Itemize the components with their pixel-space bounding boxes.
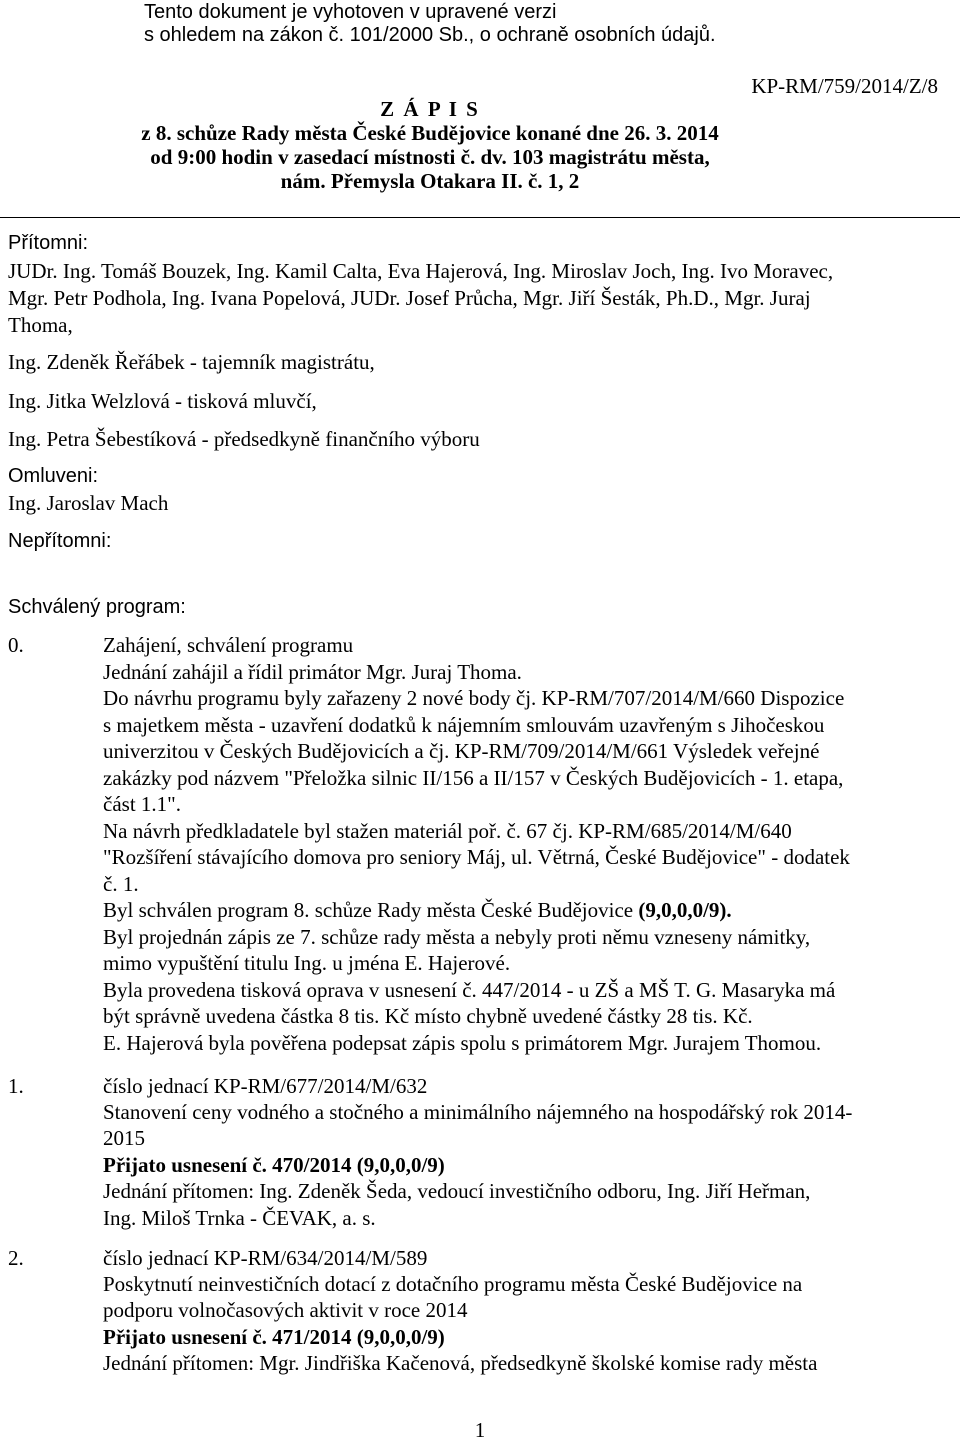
item-2-title: Poskytnutí neinvestičních dotací z dotačního programu města České Budějovice na — [103, 1272, 803, 1296]
present-other-2: Ing. Jitka Welzlová - tisková mluvčí, — [8, 389, 317, 413]
absent-label: Nepřítomni: — [8, 530, 112, 552]
item-0-line: č. 1. — [103, 872, 139, 896]
item-1-title: 2015 — [103, 1126, 145, 1150]
present-line-2: Mgr. Petr Podhola, Ing. Ivana Popelová, JUDr. Josef Průcha, Mgr. Jiří Šesták, Ph.D., Mgr. Juraj — [8, 286, 811, 310]
item-0-line: část 1.1". — [103, 792, 181, 816]
item-0-line: být správně uvedena částka 8 tis. Kč místo chybně uvedené částky 28 tis. Kč. — [103, 1004, 753, 1028]
item-0-line: Na návrh předkladatele byl stažen materiál poř. č. 67 čj. KP-RM/685/2014/M/640 — [103, 819, 792, 843]
privacy-notice-line-1: Tento dokument je vyhotoven v upravené verzi — [144, 1, 557, 23]
item-1-attendees: Jednání přítomen: Ing. Zdeněk Šeda, vedoucí investičního odboru, Ing. Jiří Heřman, — [103, 1179, 811, 1203]
item-0-line: Zahájení, schválení programu — [103, 633, 354, 657]
item-1-ref: číslo jednací KP-RM/677/2014/M/632 — [103, 1074, 428, 1098]
minutes-title: Z Á P I S — [380, 97, 480, 121]
excused-label: Omluveni: — [8, 465, 99, 487]
item-0-number: 0. — [8, 633, 24, 657]
present-other-1: Ing. Zdeněk Řeřábek - tajemník magistrátu, — [8, 350, 375, 374]
program-approval-vote: (9,0,0,0/9). — [638, 898, 732, 922]
item-2-ref: číslo jednací KP-RM/634/2014/M/589 — [103, 1246, 428, 1270]
meeting-line-3: nám. Přemysla Otakara II. č. 1, 2 — [280, 169, 580, 193]
present-line-3: Thoma, — [8, 313, 73, 337]
item-0-line: Byl projednán zápis ze 7. schůze rady města a nebyly proti němu vzneseny námitky, — [103, 925, 811, 949]
item-1-number: 1. — [8, 1074, 24, 1098]
excused-names: Ing. Jaroslav Mach — [8, 491, 169, 515]
privacy-notice-line-2: s ohledem na zákon č. 101/2000 Sb., o ochraně osobních údajů. — [144, 24, 716, 46]
item-0-line: Byla provedena tisková oprava v usnesení č. 447/2014 - u ZŠ a MŠ T. G. Masaryka má — [103, 978, 836, 1002]
item-2-resolution: Přijato usnesení č. 471/2014 (9,0,0,0/9) — [103, 1325, 445, 1349]
privacy-notice — [144, 1, 716, 47]
item-0-line: Jednání zahájil a řídil primátor Mgr. Juraj Thoma. — [103, 660, 522, 684]
program-approval-text: Byl schválen program 8. schůze Rady města České Budějovice — [103, 898, 639, 922]
item-0-line: s majetkem města - uzavření dodatků k nájemním smlouvám uzavřeným s Jihočeskou — [103, 713, 825, 737]
item-1-title: Stanovení ceny vodného a stočného a minimálního nájemného na hospodářský rok 2014- — [103, 1100, 853, 1124]
header-divider — [0, 217, 960, 218]
item-0-line: Do návrhu programu byly zařazeny 2 nové body čj. KP-RM/707/2014/M/660 Dispozice — [103, 686, 845, 710]
item-1-attendees: Ing. Miloš Trnka - ČEVAK, a. s. — [103, 1206, 376, 1230]
item-0-line: zakázky pod názvem "Přeložka silnic II/156 a II/157 v Českých Budějovicích - 1. etapa, — [103, 766, 844, 790]
present-line-1: JUDr. Ing. Tomáš Bouzek, Ing. Kamil Calta, Eva Hajerová, Ing. Miroslav Joch, Ing. Ivo Moravec, — [8, 259, 834, 283]
present-label: Přítomni: — [8, 232, 89, 254]
item-2-attendees: Jednání přítomen: Mgr. Jindřiška Kačenová, předsedkyně školské komise rady města — [103, 1351, 818, 1375]
item-0-line: "Rozšíření stávajícího domova pro seniory Máj, ul. Větrná, České Budějovice" - dodatek — [103, 845, 850, 869]
item-2-title: podporu volnočasových aktivit v roce 2014 — [103, 1298, 468, 1322]
item-0-line: univerzitou v Českých Budějovicích a čj. KP-RM/709/2014/M/661 Výsledek veřejné — [103, 739, 820, 763]
item-1-resolution: Přijato usnesení č. 470/2014 (9,0,0,0/9) — [103, 1153, 445, 1177]
item-0-line: mimo vypuštění titulu Ing. u jména E. Hajerové. — [103, 951, 511, 975]
minutes-header — [0, 97, 860, 193]
item-2-number: 2. — [8, 1246, 24, 1270]
document-number: KP-RM/759/2014/Z/8 — [751, 74, 938, 98]
present-other-3: Ing. Petra Šebestíková - předsedkyně finančního výboru — [8, 427, 480, 451]
meeting-line-1: z 8. schůze Rady města České Budějovice konané dne 26. 3. 2014 — [141, 121, 719, 145]
item-0-line: E. Hajerová byla pověřena podepsat zápis spolu s primátorem Mgr. Jurajem Thomou. — [103, 1031, 822, 1055]
program-label: Schválený program: — [8, 596, 186, 618]
meeting-line-2: od 9:00 hodin v zasedací místnosti č. dv. 103 magistrátu města, — [150, 145, 710, 169]
page-number: 1 — [474, 1418, 486, 1442]
program-approval — [103, 898, 732, 923]
